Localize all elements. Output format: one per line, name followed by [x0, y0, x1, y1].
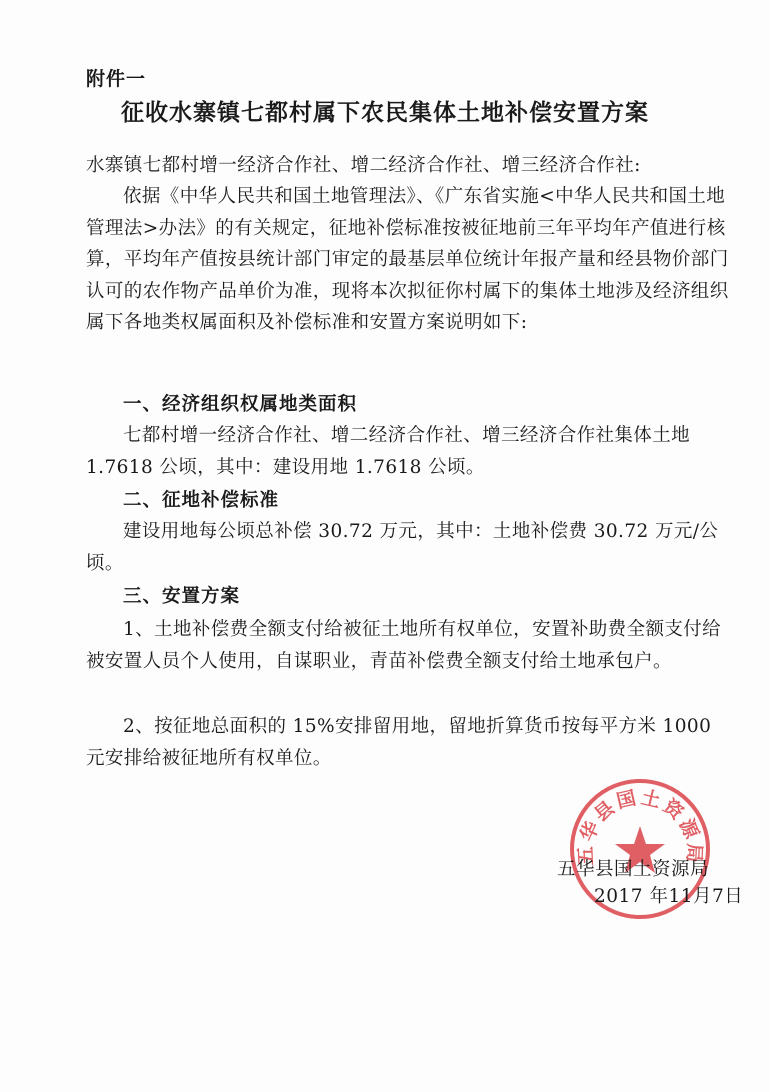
document-title: 征收水寨镇七都村属下农民集体土地补偿安置方案: [121, 99, 649, 126]
section-heading-1: 一、经济组织权属地类面积: [123, 394, 358, 415]
section-2-paragraph: 建设用地每公顷总补偿 30.72 万元，其中：土地补偿费 30.72 万元/公顷。: [86, 521, 719, 574]
section-heading-3: 三、安置方案: [123, 586, 241, 607]
section-heading-2: 二、征地补偿标准: [123, 490, 280, 511]
addressee: 水寨镇七都村增一经济合作社、增二经济合作社、增三经济合作社:: [86, 155, 641, 176]
issuer-name: 五华县国土资源局: [557, 859, 710, 880]
intro-paragraph: 依据《中华人民共和国土地管理法》、《广东省实施<中华人民共和国土地管理法>办法》的有关规定，征地补偿标准按被征地前三年平均年产值进行核算，平均年产值按县统计部门审定的最基层单位统计年报产量和经县物价部门认可的农作物产品单价为准，现将本次拟征你村属下的集体土地涉及经济组织属下各地类权属面积及补偿标准和安置方案说明如下:: [86, 186, 729, 333]
section-1-paragraph: 七都村增一经济合作社、增二经济合作社、增三经济合作社集体土地 1.7618 公顷，其中：建设用地 1.7618 公顷。: [86, 425, 691, 478]
seal-text: 五华县国土资源局: [574, 786, 706, 866]
section-3-paragraph-2: 2、按征地总面积的 15%安排留用地，留地折算货币按每平方米 1000 元安排给被征地所有权单位。: [86, 716, 712, 769]
attachment-label: 附件一: [86, 68, 147, 90]
section-3-paragraph-1: 1、土地补偿费全额支付给被征土地所有权单位，安置补助费全额支付给被安置人员个人使用，自谋职业，青苗补偿费全额支付给土地承包户。: [86, 619, 722, 672]
issue-date: 2017 年11月7日: [594, 886, 744, 907]
